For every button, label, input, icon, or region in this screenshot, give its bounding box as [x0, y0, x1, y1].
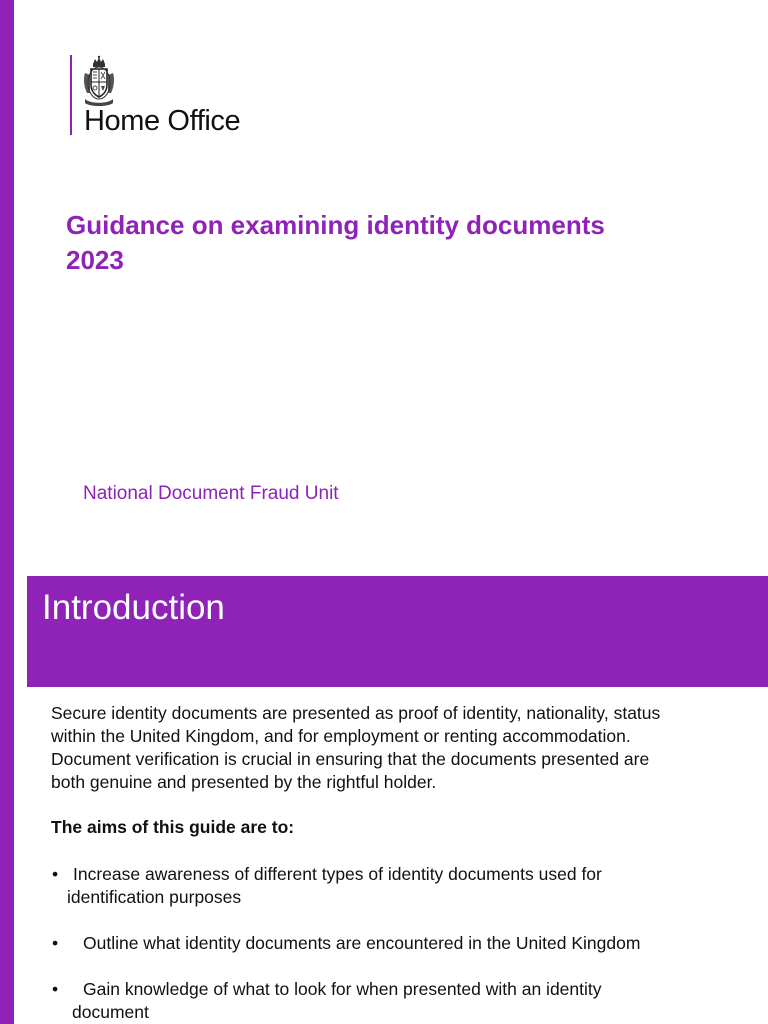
home-office-logo [70, 55, 270, 137]
unit-name: National Document Fraud Unit [83, 483, 339, 504]
paragraph-line: Secure identity documents are presented as proof of identity, nationality, status [51, 703, 661, 723]
document-title [66, 208, 726, 278]
list-item-text: Gain knowledge of what to look for when presented with an identity [83, 979, 602, 999]
bullet-dot: • [52, 864, 59, 884]
list-item [52, 863, 602, 909]
paragraph-line: within the United Kingdom, and for employment or renting accommodation. [51, 726, 631, 746]
list-item-text: identification purposes [67, 887, 242, 907]
document-title-year: 2023 [66, 245, 124, 275]
list-item [52, 978, 602, 1024]
introduction-paragraph [51, 702, 751, 794]
royal-coat-of-arms-icon [82, 55, 116, 107]
logo-text: Home Office [84, 105, 241, 137]
introduction-heading: Introduction [42, 588, 225, 627]
introduction-banner [27, 576, 768, 687]
bullet-dot: • [52, 979, 59, 999]
list-item-text: document [72, 1002, 149, 1022]
bullet-dot: • [52, 933, 59, 953]
list-item-text: Increase awareness of different types of identity documents used for [73, 864, 602, 884]
paragraph-line: Document verification is crucial in ensuring that the documents presented are [51, 749, 650, 769]
left-accent-bar [0, 0, 14, 1024]
document-title-line: Guidance on examining identity documents [66, 210, 605, 240]
aims-heading: The aims of this guide are to: [51, 817, 295, 837]
list-item-text: Outline what identity documents are encountered in the United Kingdom [83, 933, 641, 953]
paragraph-line: both genuine and presented by the rightful holder. [51, 772, 437, 792]
list-item [52, 932, 640, 955]
logo-divider [70, 55, 72, 135]
